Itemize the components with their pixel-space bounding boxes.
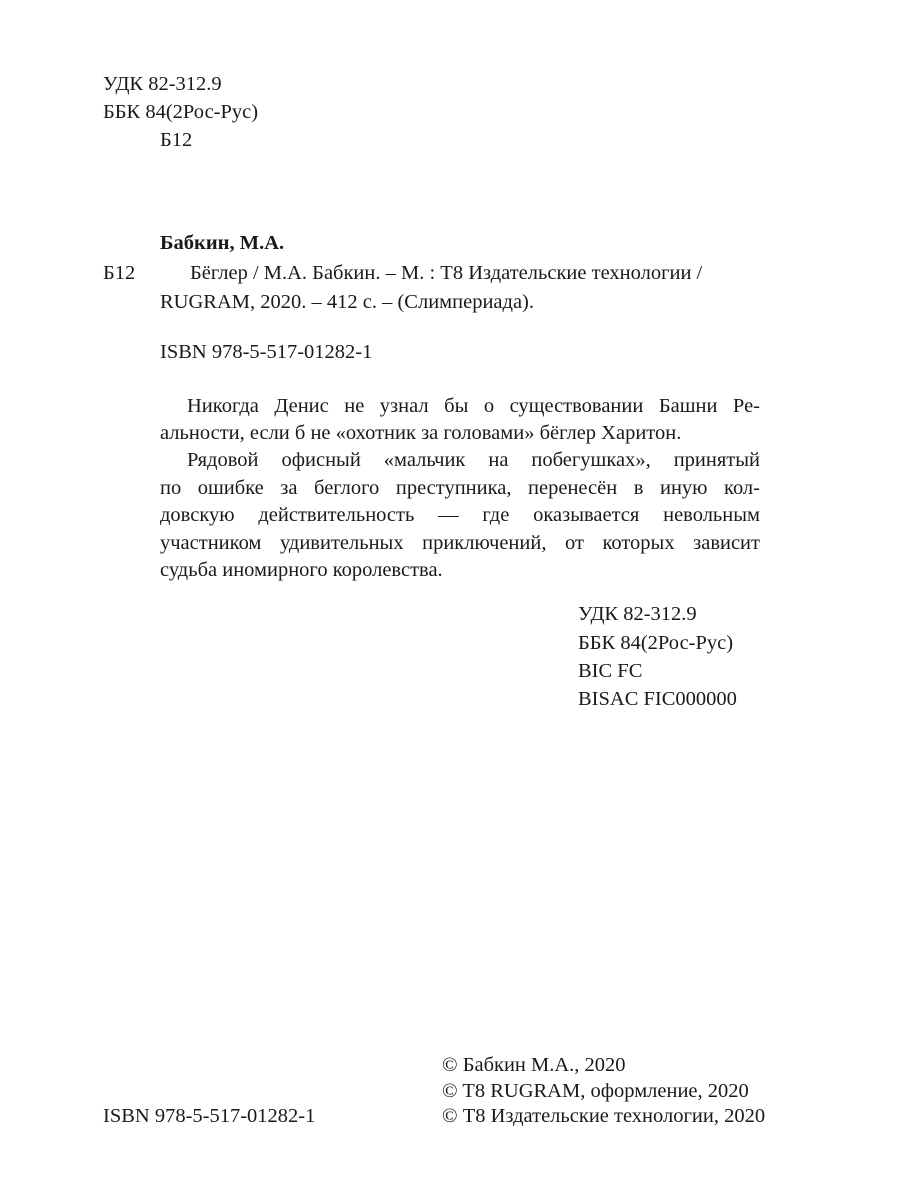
author-name: Бабкин, М.А. (160, 232, 285, 254)
udk-code-top: УДК 82-312.9 (103, 73, 222, 95)
author-code-top: Б12 (160, 129, 193, 151)
annotation-line: по ошибке за беглого преступника, перенесён в иную кол- (160, 477, 760, 499)
copyright-line: © Бабкин М.А., 2020 (442, 1054, 626, 1076)
bbk-code-right: ББК 84(2Рос-Рус) (578, 632, 734, 654)
annotation-line: участником удивительных приключений, от которых зависит (160, 532, 760, 554)
bbk-code-top: ББК 84(2Рос-Рус) (103, 101, 259, 123)
udk-code-right: УДК 82-312.9 (578, 603, 697, 625)
copyright-line: © Т8 Издательские технологии, 2020 (442, 1105, 766, 1127)
annotation-line: довскую действительность — где оказывается невольным (160, 504, 760, 526)
annotation-line: судьба иномирного королевства. (160, 559, 443, 581)
annotation-line: Никогда Денис не узнал бы о существовании Башни Ре- (187, 395, 760, 417)
bic-code: BIC FC (578, 660, 643, 682)
annotation-line: Рядовой офисный «мальчик на побегушках», принятый (187, 449, 760, 471)
annotation-line: альности, если б не «охотник за головами» бёглер Харитон. (160, 422, 682, 444)
copyright-line: © T8 RUGRAM, оформление, 2020 (442, 1080, 749, 1102)
bisac-code: BISAC FIC000000 (578, 688, 737, 710)
bibliographic-line-1: Бёглер / М.А. Бабкин. – М. : Т8 Издательские технологии / (190, 262, 703, 284)
author-code-entry: Б12 (103, 262, 136, 284)
bibliographic-line-2: RUGRAM, 2020. – 412 с. – (Слимпериада). (160, 291, 535, 313)
isbn-entry: ISBN 978-5-517-01282-1 (160, 341, 373, 363)
isbn-footer: ISBN 978-5-517-01282-1 (103, 1105, 316, 1127)
